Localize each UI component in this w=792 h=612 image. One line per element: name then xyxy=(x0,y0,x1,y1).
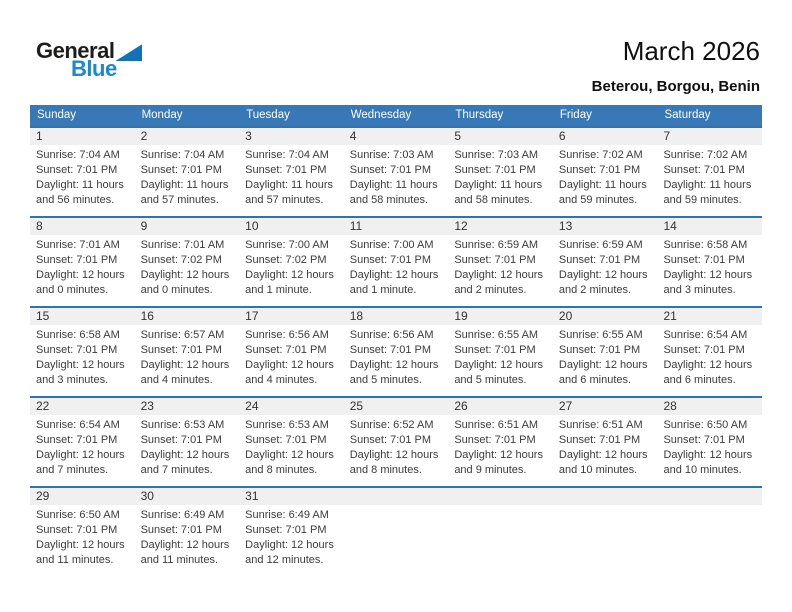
day-detail-line: Sunrise: 7:04 AM xyxy=(245,149,329,161)
day-details xyxy=(553,235,658,298)
day-detail-line: Daylight: 12 hours xyxy=(349,269,439,281)
day-cell-1 xyxy=(30,128,135,216)
day-cell-30 xyxy=(135,488,240,576)
day-cell-25 xyxy=(344,398,449,486)
day-detail-line: Daylight: 12 hours xyxy=(349,359,439,371)
day-cell-empty xyxy=(344,488,449,576)
day-detail-line: and 6 minutes. xyxy=(558,374,632,386)
day-detail-line: Sunrise: 6:54 AM xyxy=(36,419,120,431)
day-detail-line: Sunrise: 6:49 AM xyxy=(245,509,329,521)
day-detail-line: Sunrise: 7:00 AM xyxy=(245,239,329,251)
day-number: 27 xyxy=(553,398,658,415)
day-details xyxy=(344,145,449,208)
day-cell-20 xyxy=(553,308,658,396)
day-detail-line: Sunrise: 6:51 AM xyxy=(558,419,643,431)
day-cell-26 xyxy=(448,398,553,486)
day-cell-16 xyxy=(135,308,240,396)
day-detail-line: and 11 minutes. xyxy=(140,554,219,566)
general-blue-logo xyxy=(36,38,142,82)
day-detail-line: Daylight: 11 hours xyxy=(663,179,752,191)
day-detail-line: Daylight: 12 hours xyxy=(36,539,125,551)
day-detail-line: Daylight: 12 hours xyxy=(663,359,753,371)
day-detail-line: Daylight: 12 hours xyxy=(36,449,125,461)
day-number: 31 xyxy=(239,488,344,505)
title-block xyxy=(592,36,760,95)
day-detail-line: Daylight: 12 hours xyxy=(140,359,230,371)
day-cell-28 xyxy=(657,398,762,486)
day-detail-line: Sunrise: 7:01 AM xyxy=(36,239,120,251)
day-details xyxy=(344,415,449,478)
day-detail-line: Daylight: 11 hours xyxy=(140,179,229,191)
day-cell-4 xyxy=(344,128,449,216)
day-number: 5 xyxy=(448,128,553,145)
day-cell-13 xyxy=(553,218,658,306)
day-detail-line: and 1 minute. xyxy=(245,284,312,296)
day-detail-line: Daylight: 12 hours xyxy=(558,449,648,461)
day-cell-12 xyxy=(448,218,553,306)
day-detail-line: Sunset: 7:01 PM xyxy=(454,164,536,176)
day-number xyxy=(657,488,762,505)
weekday-header-wednesday: Wednesday xyxy=(350,109,412,121)
day-detail-line: Sunset: 7:02 PM xyxy=(140,254,222,266)
day-number: 28 xyxy=(657,398,762,415)
day-cell-8 xyxy=(30,218,135,306)
day-detail-line: Sunset: 7:01 PM xyxy=(245,164,327,176)
day-number: 26 xyxy=(448,398,553,415)
day-detail-line: and 7 minutes. xyxy=(36,464,109,476)
weekday-header-sunday: Sunday xyxy=(37,109,77,121)
day-details xyxy=(657,415,762,478)
day-detail-line: Sunrise: 6:55 AM xyxy=(558,329,643,341)
day-detail-line: Sunrise: 7:04 AM xyxy=(140,149,225,161)
day-detail-line: Sunset: 7:01 PM xyxy=(140,434,222,446)
day-detail-line: Sunrise: 7:03 AM xyxy=(349,149,434,161)
day-cell-empty xyxy=(553,488,658,576)
day-cell-31 xyxy=(239,488,344,576)
day-detail-line: Daylight: 11 hours xyxy=(36,179,124,191)
day-detail-line: and 4 minutes. xyxy=(140,374,213,386)
day-detail-line: and 0 minutes. xyxy=(36,284,109,296)
day-detail-line: Sunset: 7:01 PM xyxy=(558,254,641,266)
day-detail-line: Sunset: 7:01 PM xyxy=(663,254,745,266)
day-details xyxy=(135,415,240,478)
day-number: 8 xyxy=(30,218,135,235)
day-detail-line: and 10 minutes. xyxy=(663,464,742,476)
day-detail-line: Sunset: 7:01 PM xyxy=(140,524,222,536)
day-cell-7 xyxy=(657,128,762,216)
day-detail-line: Sunset: 7:01 PM xyxy=(36,254,118,266)
day-detail-line: Daylight: 12 hours xyxy=(558,269,648,281)
day-detail-line: Sunset: 7:01 PM xyxy=(245,344,327,356)
day-detail-line: Sunrise: 6:56 AM xyxy=(245,329,329,341)
day-detail-line: and 5 minutes. xyxy=(454,374,527,386)
day-detail-line: Sunset: 7:01 PM xyxy=(349,344,432,356)
day-detail-line: Sunset: 7:01 PM xyxy=(349,434,432,446)
day-detail-line: Daylight: 12 hours xyxy=(245,449,334,461)
day-detail-line: Daylight: 12 hours xyxy=(558,359,648,371)
day-cell-6 xyxy=(553,128,658,216)
day-detail-line: Daylight: 11 hours xyxy=(245,179,334,191)
day-detail-line: Sunset: 7:01 PM xyxy=(663,164,745,176)
day-cell-17 xyxy=(239,308,344,396)
day-cell-11 xyxy=(344,218,449,306)
day-details xyxy=(448,145,553,208)
day-detail-line: and 0 minutes. xyxy=(140,284,213,296)
day-detail-line: Sunrise: 6:59 AM xyxy=(558,239,643,251)
day-number: 1 xyxy=(30,128,135,145)
day-number xyxy=(553,488,658,505)
day-detail-line: Sunset: 7:01 PM xyxy=(36,344,118,356)
day-number: 20 xyxy=(553,308,658,325)
day-detail-line: and 56 minutes. xyxy=(36,194,115,206)
day-number: 23 xyxy=(135,398,240,415)
day-number: 29 xyxy=(30,488,135,505)
day-number: 7 xyxy=(657,128,762,145)
day-detail-line: Sunset: 7:01 PM xyxy=(454,254,536,266)
day-detail-line: Daylight: 12 hours xyxy=(245,359,334,371)
day-details xyxy=(30,145,135,208)
week-row xyxy=(30,216,762,306)
day-detail-line: Daylight: 11 hours xyxy=(349,179,438,191)
day-details xyxy=(30,235,135,298)
week-row xyxy=(30,126,762,216)
day-number: 13 xyxy=(553,218,658,235)
day-detail-line: Sunset: 7:01 PM xyxy=(558,434,641,446)
day-detail-line: Daylight: 12 hours xyxy=(245,539,334,551)
day-detail-line: and 58 minutes. xyxy=(349,194,429,206)
day-cell-14 xyxy=(657,218,762,306)
day-number: 18 xyxy=(344,308,449,325)
day-detail-line: Sunrise: 6:49 AM xyxy=(140,509,225,521)
day-detail-line: Sunrise: 7:01 AM xyxy=(140,239,225,251)
day-detail-line: Sunrise: 6:50 AM xyxy=(663,419,748,431)
day-details xyxy=(553,415,658,478)
day-detail-line: Sunset: 7:02 PM xyxy=(245,254,327,266)
day-detail-line: and 57 minutes. xyxy=(245,194,324,206)
day-detail-line: Sunset: 7:01 PM xyxy=(36,524,118,536)
day-detail-line: Daylight: 12 hours xyxy=(454,269,543,281)
day-detail-line: Sunset: 7:01 PM xyxy=(454,344,536,356)
day-details xyxy=(657,325,762,388)
day-number: 16 xyxy=(135,308,240,325)
day-number: 14 xyxy=(657,218,762,235)
day-details xyxy=(657,505,762,508)
day-detail-line: Sunset: 7:01 PM xyxy=(663,344,745,356)
day-detail-line: and 5 minutes. xyxy=(349,374,422,386)
day-detail-line: Daylight: 12 hours xyxy=(454,449,543,461)
day-detail-line: Sunrise: 6:55 AM xyxy=(454,329,539,341)
day-cell-22 xyxy=(30,398,135,486)
day-number xyxy=(448,488,553,505)
day-detail-line: Sunrise: 7:00 AM xyxy=(349,239,434,251)
day-detail-line: and 10 minutes. xyxy=(558,464,638,476)
day-cell-21 xyxy=(657,308,762,396)
day-number: 6 xyxy=(553,128,658,145)
day-detail-line: Sunset: 7:01 PM xyxy=(558,164,641,176)
day-details xyxy=(657,145,762,208)
day-detail-line: Sunrise: 6:51 AM xyxy=(454,419,539,431)
day-details xyxy=(239,235,344,298)
day-number: 4 xyxy=(344,128,449,145)
day-detail-line: Daylight: 12 hours xyxy=(349,449,439,461)
day-details xyxy=(344,325,449,388)
day-detail-line: Sunrise: 7:02 AM xyxy=(663,149,748,161)
day-number: 11 xyxy=(344,218,449,235)
day-cell-2 xyxy=(135,128,240,216)
weekday-header-saturday: Saturday xyxy=(664,109,711,121)
logo-text-blue: Blue xyxy=(71,56,117,81)
day-detail-line: Sunset: 7:01 PM xyxy=(245,434,327,446)
day-details xyxy=(135,235,240,298)
day-cell-9 xyxy=(135,218,240,306)
day-cell-29 xyxy=(30,488,135,576)
day-detail-line: Daylight: 12 hours xyxy=(140,449,230,461)
logo-text-general: General xyxy=(36,38,115,63)
day-detail-line: and 58 minutes. xyxy=(454,194,533,206)
weekday-header-tuesday: Tuesday xyxy=(246,109,290,121)
day-detail-line: and 59 minutes. xyxy=(663,194,742,206)
day-cell-empty xyxy=(657,488,762,576)
day-number: 2 xyxy=(135,128,240,145)
day-detail-line: and 4 minutes. xyxy=(245,374,318,386)
day-detail-line: Daylight: 12 hours xyxy=(663,269,753,281)
day-details xyxy=(553,325,658,388)
day-details xyxy=(657,235,762,298)
day-details xyxy=(135,325,240,388)
day-detail-line: Sunset: 7:01 PM xyxy=(36,164,118,176)
day-cell-18 xyxy=(344,308,449,396)
day-number xyxy=(344,488,449,505)
day-detail-line: and 9 minutes. xyxy=(454,464,527,476)
day-number: 10 xyxy=(239,218,344,235)
day-number: 25 xyxy=(344,398,449,415)
day-detail-line: Daylight: 12 hours xyxy=(454,359,543,371)
day-number: 15 xyxy=(30,308,135,325)
day-detail-line: and 8 minutes. xyxy=(245,464,318,476)
day-detail-line: and 6 minutes. xyxy=(663,374,736,386)
day-detail-line: Sunrise: 6:56 AM xyxy=(349,329,434,341)
day-detail-line: Sunset: 7:01 PM xyxy=(245,524,327,536)
day-details xyxy=(239,325,344,388)
day-detail-line: and 1 minute. xyxy=(349,284,417,296)
day-detail-line: and 2 minutes. xyxy=(558,284,632,296)
day-detail-line: Sunrise: 6:58 AM xyxy=(663,239,748,251)
day-detail-line: and 3 minutes. xyxy=(36,374,109,386)
day-details xyxy=(239,415,344,478)
day-details xyxy=(344,235,449,298)
day-detail-line: Sunset: 7:01 PM xyxy=(558,344,641,356)
day-details xyxy=(239,145,344,208)
day-number: 3 xyxy=(239,128,344,145)
day-detail-line: Sunrise: 7:04 AM xyxy=(36,149,120,161)
logo-triangle-icon xyxy=(115,44,142,61)
day-number: 17 xyxy=(239,308,344,325)
day-detail-line: Sunset: 7:01 PM xyxy=(140,164,222,176)
day-detail-line: Sunrise: 6:54 AM xyxy=(663,329,748,341)
day-number: 12 xyxy=(448,218,553,235)
day-cell-3 xyxy=(239,128,344,216)
day-details xyxy=(344,505,449,508)
day-number: 30 xyxy=(135,488,240,505)
day-number: 24 xyxy=(239,398,344,415)
day-detail-line: and 8 minutes. xyxy=(349,464,422,476)
day-detail-line: Daylight: 12 hours xyxy=(663,449,753,461)
day-details xyxy=(553,145,658,208)
day-detail-line: Sunrise: 6:59 AM xyxy=(454,239,539,251)
day-details xyxy=(553,505,658,508)
day-cell-5 xyxy=(448,128,553,216)
weekday-header-friday: Friday xyxy=(559,109,592,121)
day-details xyxy=(30,415,135,478)
day-number: 9 xyxy=(135,218,240,235)
day-cell-empty xyxy=(448,488,553,576)
day-number: 19 xyxy=(448,308,553,325)
day-number: 21 xyxy=(657,308,762,325)
page-subtitle: Beterou, Borgou, Benin xyxy=(591,78,760,95)
day-detail-line: Daylight: 11 hours xyxy=(558,179,647,191)
day-cell-10 xyxy=(239,218,344,306)
day-detail-line: Sunset: 7:01 PM xyxy=(140,344,222,356)
day-details xyxy=(30,325,135,388)
day-detail-line: Sunset: 7:01 PM xyxy=(349,254,432,266)
day-cell-15 xyxy=(30,308,135,396)
weekday-header-row xyxy=(30,105,762,126)
day-detail-line: and 7 minutes. xyxy=(140,464,213,476)
weekday-header-monday: Monday xyxy=(141,109,183,121)
day-details xyxy=(448,505,553,508)
week-row xyxy=(30,396,762,486)
calendar xyxy=(30,105,762,576)
page-title: March 2026 xyxy=(622,36,760,66)
day-details xyxy=(135,505,240,568)
day-detail-line: Daylight: 12 hours xyxy=(140,539,230,551)
day-details xyxy=(135,145,240,208)
day-details xyxy=(448,415,553,478)
day-cell-24 xyxy=(239,398,344,486)
day-details xyxy=(30,505,135,568)
day-detail-line: Sunrise: 6:57 AM xyxy=(140,329,225,341)
day-detail-line: Daylight: 12 hours xyxy=(36,269,125,281)
day-detail-line: Sunset: 7:01 PM xyxy=(36,434,118,446)
day-detail-line: and 2 minutes. xyxy=(454,284,527,296)
calendar-weeks xyxy=(30,126,762,576)
week-row xyxy=(30,306,762,396)
week-row xyxy=(30,486,762,576)
day-detail-line: Sunset: 7:01 PM xyxy=(663,434,745,446)
day-cell-27 xyxy=(553,398,658,486)
day-cell-23 xyxy=(135,398,240,486)
day-detail-line: and 59 minutes. xyxy=(558,194,638,206)
day-detail-line: Sunset: 7:01 PM xyxy=(349,164,432,176)
day-details xyxy=(239,505,344,568)
day-detail-line: Sunrise: 6:50 AM xyxy=(36,509,120,521)
day-detail-line: and 57 minutes. xyxy=(140,194,219,206)
day-detail-line: and 11 minutes. xyxy=(36,554,114,566)
weekday-header-thursday: Thursday xyxy=(455,109,504,121)
day-detail-line: Sunrise: 6:53 AM xyxy=(245,419,329,431)
day-detail-line: Sunrise: 6:52 AM xyxy=(349,419,434,431)
day-detail-line: Sunrise: 6:53 AM xyxy=(140,419,225,431)
day-detail-line: Sunrise: 7:03 AM xyxy=(454,149,539,161)
day-detail-line: Daylight: 12 hours xyxy=(36,359,125,371)
day-detail-line: Sunrise: 6:58 AM xyxy=(36,329,120,341)
day-details xyxy=(448,325,553,388)
day-cell-19 xyxy=(448,308,553,396)
day-detail-line: Sunset: 7:01 PM xyxy=(454,434,536,446)
day-detail-line: Sunrise: 7:02 AM xyxy=(558,149,643,161)
day-detail-line: Daylight: 11 hours xyxy=(454,179,543,191)
day-number: 22 xyxy=(30,398,135,415)
day-details xyxy=(448,235,553,298)
day-detail-line: and 12 minutes. xyxy=(245,554,324,566)
day-detail-line: and 3 minutes. xyxy=(663,284,736,296)
day-detail-line: Daylight: 12 hours xyxy=(245,269,334,281)
day-detail-line: Daylight: 12 hours xyxy=(140,269,230,281)
